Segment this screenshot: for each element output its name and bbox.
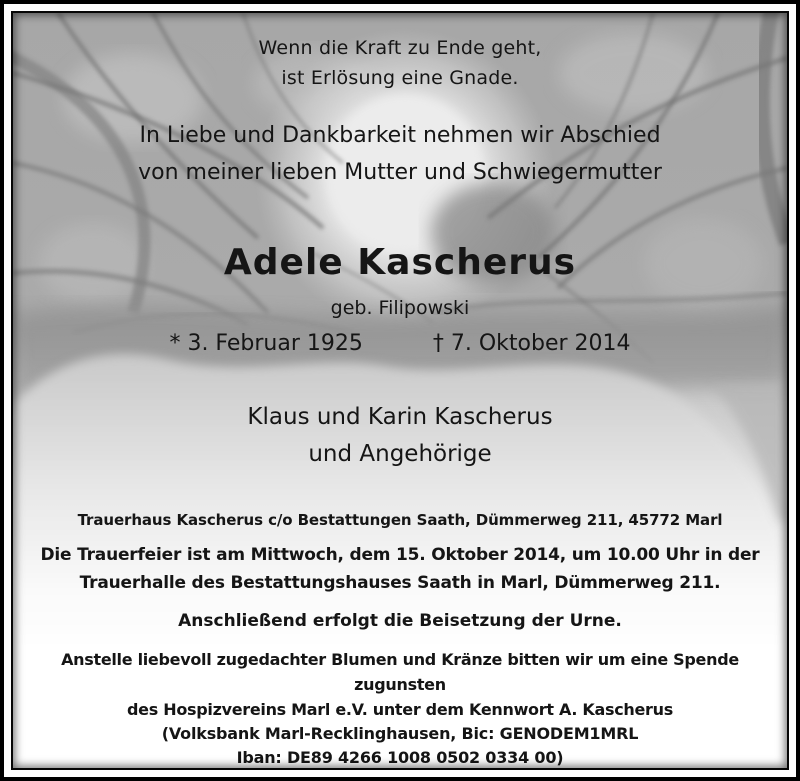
funeral-home-address: Trauerhaus Kascherus c/o Bestattungen Saath, Dümmerweg 211, 45772 Marl bbox=[77, 511, 723, 529]
intro-line-1: In Liebe und Dankbarkeit nehmen wir Abschied bbox=[139, 123, 661, 148]
verse-line-1: Wenn die Kraft zu Ende geht, bbox=[258, 37, 542, 59]
deceased-name: Adele Kascherus bbox=[223, 242, 577, 283]
burial-note: Anschließend erfolgt die Beisetzung der Urne. bbox=[178, 611, 622, 631]
donation-request bbox=[31, 647, 769, 722]
bank-iban-line: Iban: DE89 4266 1008 0502 0334 00) bbox=[236, 748, 564, 767]
death-date: † 7. Oktober 2014 bbox=[432, 331, 631, 356]
life-dates bbox=[31, 329, 769, 359]
mourners-line-1: Klaus und Karin Kascherus bbox=[247, 404, 553, 430]
birth-name: geb. Filipowski bbox=[330, 297, 470, 319]
donation-line-2: des Hospizvereins Marl e.V. unter dem Kennwort A. Kascherus bbox=[127, 700, 673, 719]
service-details bbox=[31, 541, 769, 597]
bank-bic-line: (Volksbank Marl-Recklinghausen, Bic: GENODEM1MRL bbox=[161, 724, 639, 743]
intro-line-2: von meiner lieben Mutter und Schwiegermutter bbox=[138, 160, 662, 185]
intro-text bbox=[31, 117, 769, 191]
birth-date: * 3. Februar 1925 bbox=[169, 331, 363, 356]
service-line-2: Trauerhalle des Bestattungshauses Saath in Marl, Dümmerweg 211. bbox=[79, 573, 721, 593]
obituary-content bbox=[13, 13, 787, 768]
mourners-line-2: und Angehörige bbox=[308, 441, 492, 467]
mourners bbox=[31, 399, 769, 473]
donation-line-1: Anstelle liebevoll zugedachter Blumen und Kränze bitten wir um eine Spende zugunsten bbox=[61, 650, 739, 694]
service-line-1: Die Trauerfeier ist am Mittwoch, dem 15. Oktober 2014, um 10.00 Uhr in der bbox=[40, 545, 760, 565]
verse-line-2: ist Erlösung eine Gnade. bbox=[281, 67, 519, 89]
opening-verse bbox=[31, 33, 769, 93]
bank-details bbox=[31, 722, 769, 770]
notice-card bbox=[11, 11, 789, 770]
